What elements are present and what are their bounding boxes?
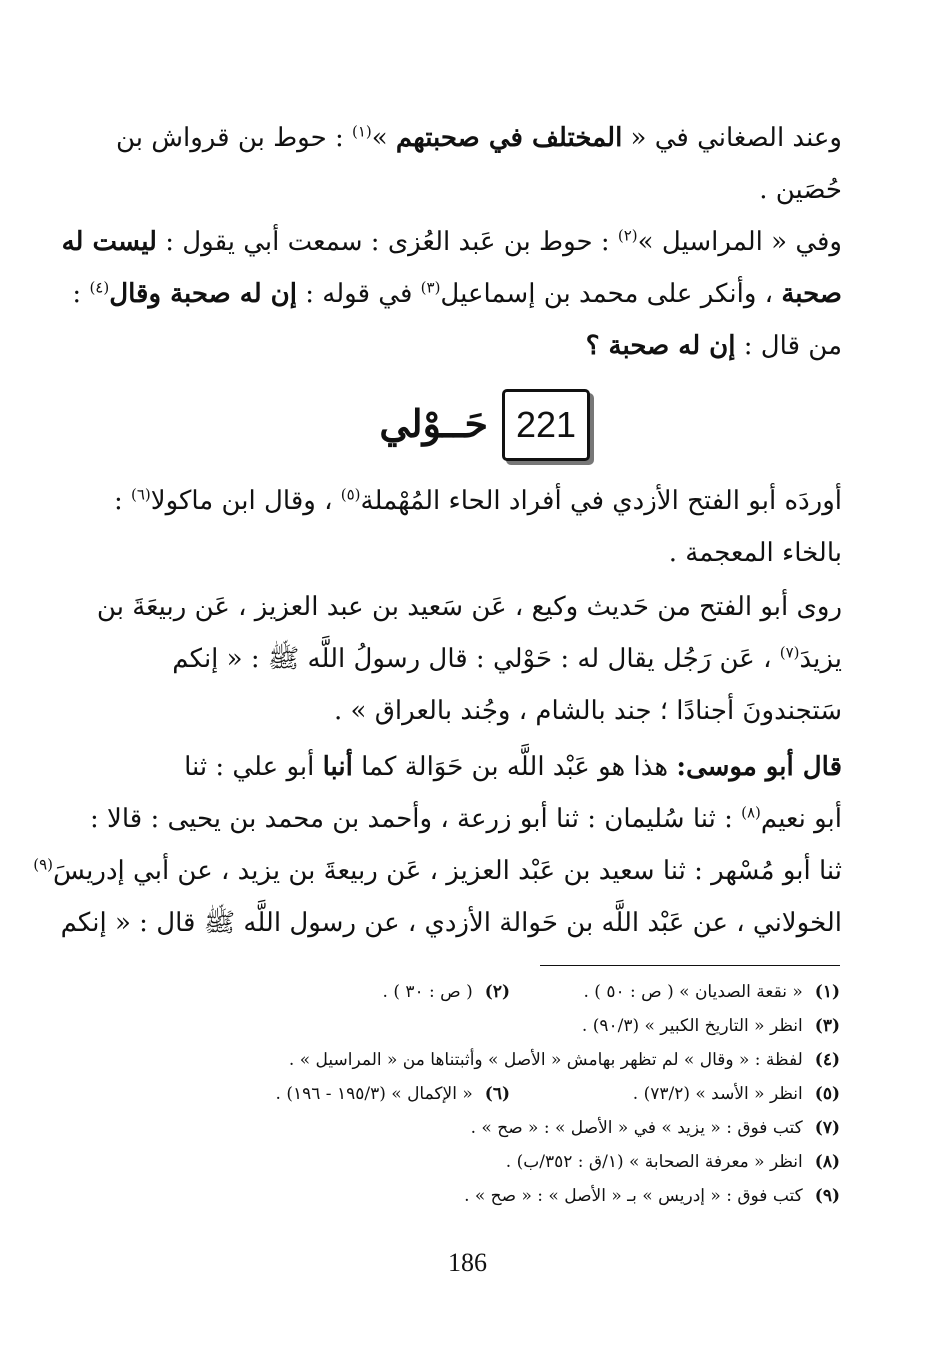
text-run: : ثنا سُليمان : ثنا أبو زرعة ، وأحمد بن محمد بن يحيى : قالا :	[90, 804, 742, 834]
footnote-row	[90, 975, 840, 1009]
text-run: ثنا أبو مُسْهر : ثنا سعيد بن عَبْد العزيز ، عَن ربيعةَ بن يزيد ، عن أبي إدريسَ	[53, 856, 842, 886]
footnote-text: لفظة : « وقال » لم تظهر بهامش « الأصل » وأثبتناها من « المراسيل » .	[288, 1050, 803, 1070]
bold-text: أنبا	[322, 752, 353, 782]
bold-text: إن له صحبة وقال	[109, 279, 297, 309]
paragraph-1	[82, 112, 842, 216]
footnote-number: (١)	[814, 982, 840, 1002]
footnote-number: (٢)	[484, 982, 510, 1002]
text-run: يزيدَ	[799, 644, 842, 674]
footnote-row	[90, 1009, 840, 1043]
page-number: 186	[448, 1248, 487, 1277]
bold-text: قال أبو موسى:	[676, 752, 842, 782]
paragraph-4-line-1: روى أبو الفتح من حَديث وكيع ، عَن سَعيد بن عبد العزيز ، عَن ربيعَةَ بن	[96, 592, 842, 622]
entry-name: حَــوْلي	[379, 401, 488, 446]
footnote-number: (٤)	[814, 1050, 840, 1070]
paragraph-3	[82, 475, 842, 579]
footnote-ref: (٨)	[741, 803, 761, 822]
footnote-row	[90, 1179, 840, 1213]
footnote-ref: (٦)	[130, 485, 151, 504]
footnote-second	[276, 1077, 510, 1111]
text-run: أوردَه أبو الفتح الأزدي في أفراد الحاء المُهْملة	[360, 486, 842, 516]
text-run: : حوط بن عَبد العُزى : سمعت أبي يقول :	[156, 227, 618, 257]
footnote-text: « نقعة الصديان » ( ص : ٥٠ ) .	[583, 982, 803, 1002]
paragraph-4-line-2	[82, 633, 842, 685]
footnote-row	[90, 1043, 840, 1077]
footnote-text: « الإكمال » (١٩٥/٣ - ١٩٦) .	[275, 1084, 473, 1104]
footnote-text: انظر « الأسد » (٧٣/٢) .	[632, 1084, 803, 1104]
text-run: : حوط بن قرواش بن	[115, 123, 352, 153]
paragraph-5-line-4: الخولاني ، عن عَبْد اللَّه بن حَوالة الأزدي ، عن رسول اللَّه ﷺ قال : « إنكم	[60, 908, 842, 938]
paragraph-4-line-3: سَتجندونَ أجنادًا ؛ جند بالشام ، وجُند بالعراق » .	[334, 696, 842, 726]
entry-number-box: 221	[502, 389, 590, 461]
bold-text: ليست له	[61, 227, 157, 257]
footnote-ref: (٩)	[33, 855, 54, 874]
footnote-row	[90, 1111, 840, 1145]
paragraph-2-line-1	[61, 216, 842, 268]
footnote-text: كتب فوق : « إدريس » بـ « الأصل » : « صح » .	[464, 1186, 803, 1206]
text-run: في قوله :	[297, 279, 421, 309]
bold-text: المختلف في صحبتهم	[395, 123, 623, 153]
text-run: أبو نعيم	[760, 804, 842, 834]
paragraph-5	[33, 741, 842, 949]
paragraph-2-line-2	[72, 268, 842, 320]
paragraph-3-line-2: بالخاء المعجمة .	[668, 538, 842, 568]
text-run: :	[113, 486, 131, 516]
text-run: ، وقال ابن ماكولا	[150, 486, 341, 516]
text-run: وعند الصغاني في «	[622, 123, 842, 153]
paragraph-1-line-2: حُصَين .	[759, 175, 842, 205]
footnote-number: (٥)	[814, 1084, 840, 1104]
paragraph-4	[82, 581, 842, 737]
section-title-group	[360, 383, 590, 465]
bold-text: صحبة	[781, 279, 842, 309]
footnote-text: انظر « معرفة الصحابة » (١/ق : ٣٥٢/ب) .	[505, 1152, 803, 1172]
paragraph-2-line-3	[82, 320, 842, 372]
footnotes	[90, 975, 840, 1213]
paragraph-2	[61, 216, 842, 372]
footnote-number: (٦)	[484, 1084, 510, 1104]
text-run: وفي « المراسيل »	[637, 227, 842, 257]
text-run: »	[371, 123, 396, 153]
footnote-ref: (٢)	[617, 226, 638, 245]
footnote-ref: (١)	[351, 122, 372, 141]
paragraph-3-line-1	[82, 475, 842, 527]
footnote-number: (٨)	[814, 1152, 840, 1172]
footnote-ref: (٣)	[420, 278, 441, 297]
footnote-row	[90, 1077, 840, 1111]
footnote-number: (٣)	[814, 1016, 840, 1036]
footnote-ref: (٧)	[779, 643, 800, 662]
paragraph-5-line-2	[82, 793, 842, 845]
footnote-ref: (٤)	[89, 278, 110, 297]
paragraph-1-line-1	[82, 112, 842, 164]
footnote-number: (٩)	[814, 1186, 840, 1206]
text-run: ، وأنكر على محمد بن إسماعيل	[440, 279, 782, 309]
footnote-text: انظر « التاريخ الكبير » (٩٠/٣) .	[581, 1016, 803, 1036]
text-run: ، عَن رَجُل يقال له : حَوْلي : قال رسولُ اللَّه ﷺ : « إنكم	[172, 644, 780, 674]
section-title	[0, 383, 935, 465]
text-run: :	[72, 279, 90, 309]
text-run: أبو علي : ثنا	[184, 752, 323, 782]
paragraph-5-line-3	[33, 845, 842, 897]
footnote-row	[90, 1145, 840, 1179]
footnote-text: ( ص : ٣٠ ) .	[382, 982, 473, 1002]
footnote-ref: (٥)	[340, 485, 361, 504]
text-run: من قال :	[735, 331, 842, 361]
bold-text: إن له صحبة ؟	[585, 331, 736, 361]
footnote-divider	[540, 965, 840, 966]
footnote-number: (٧)	[814, 1118, 840, 1138]
footnote-text: كتب فوق : « يزيد » في « الأصل » : « صح » .	[470, 1118, 803, 1138]
text-run: هذا هو عَبْد اللَّه بن حَوَالة كما	[352, 752, 677, 782]
footnote-second	[383, 975, 510, 1009]
paragraph-5-line-1	[82, 741, 842, 793]
